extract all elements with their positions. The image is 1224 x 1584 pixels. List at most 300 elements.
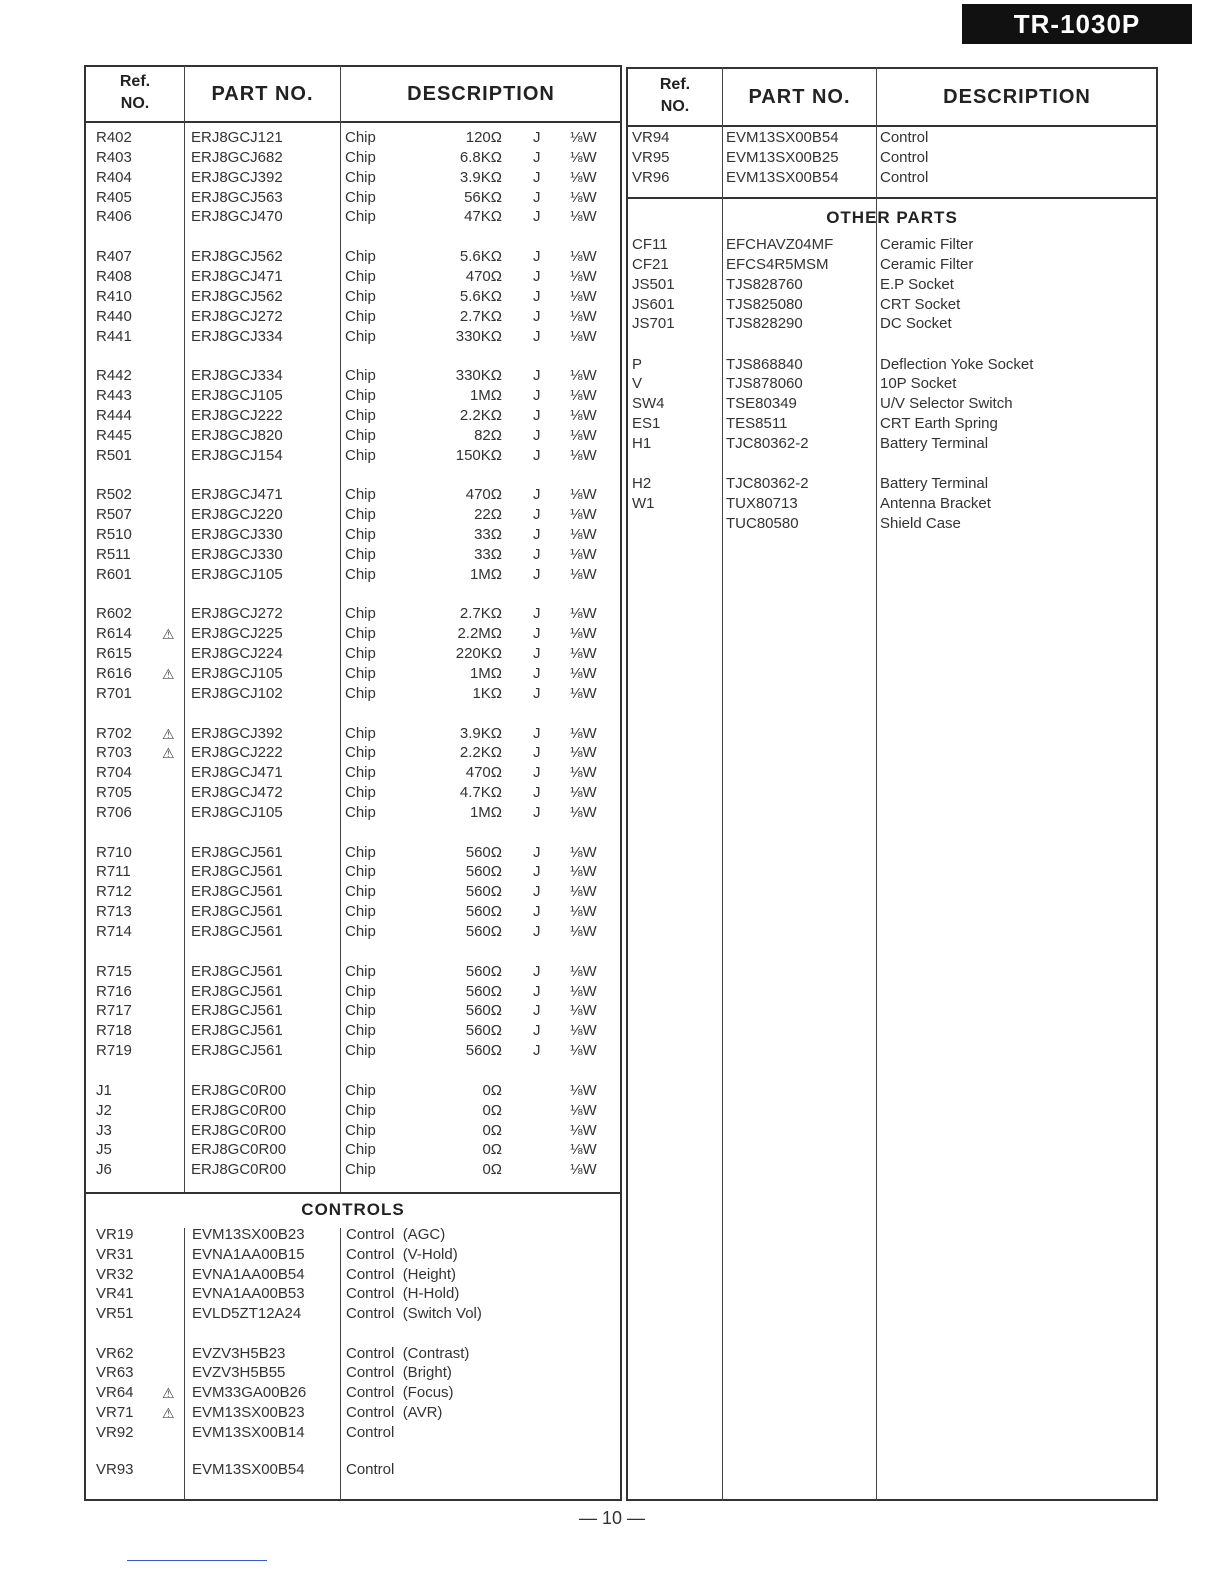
resistance-value: 2.7KΩ — [459, 307, 502, 325]
part-number: ERJ8GC0R00 — [191, 1161, 287, 1179]
other-part-row — [632, 414, 1152, 434]
part-number: EFCS4R5MSM — [726, 255, 829, 273]
tolerance: J — [533, 605, 541, 623]
ref-number: R444 — [96, 406, 132, 424]
tolerance: J — [533, 903, 541, 921]
ref-number: R602 — [96, 605, 132, 623]
ref-number: VR31 — [96, 1245, 134, 1263]
tolerance: J — [533, 168, 541, 186]
table-row — [96, 505, 616, 525]
wattage: ⅛W — [570, 962, 597, 980]
table-row — [96, 327, 616, 347]
wattage: ⅛W — [570, 188, 597, 206]
other-part-row — [632, 255, 1152, 275]
table-row — [96, 565, 616, 585]
tolerance: J — [533, 307, 541, 325]
resistance-value: 330KΩ — [455, 327, 502, 345]
ref-number: R406 — [96, 208, 132, 226]
resistance-value: 56KΩ — [464, 188, 502, 206]
description: Control (AGC) — [346, 1226, 446, 1243]
wattage: ⅛W — [570, 803, 597, 821]
part-type: Chip — [345, 903, 376, 921]
ref-number: R614 — [96, 625, 132, 643]
ref-number: R440 — [96, 307, 132, 325]
part-number: TJS825080 — [726, 295, 803, 313]
other-part-row — [632, 295, 1152, 315]
resistance-value: 2.2KΩ — [459, 744, 502, 762]
ref-number: R705 — [96, 784, 132, 802]
part-number: ERJ8GCJ561 — [191, 1002, 283, 1020]
part-number: EVM33GA00B26 — [192, 1384, 307, 1402]
other-part-row — [632, 474, 1152, 494]
table-row — [96, 188, 616, 208]
ref-number: R719 — [96, 1042, 132, 1060]
ref-number: R403 — [96, 148, 132, 166]
ref-number: R442 — [96, 367, 132, 385]
part-number: EVM13SX00B23 — [192, 1226, 305, 1243]
warning-icon: ⚠ — [162, 626, 175, 643]
description: E.P Socket — [880, 275, 954, 293]
ref-number: VR96 — [632, 168, 670, 186]
resistance-value: 6.8KΩ — [459, 148, 502, 166]
tolerance: J — [533, 208, 541, 226]
ref-number: R405 — [96, 188, 132, 206]
table-row — [96, 644, 616, 664]
resistance-value: 5.6KΩ — [459, 248, 502, 266]
tolerance: J — [533, 684, 541, 702]
ref-number: R718 — [96, 1022, 132, 1040]
table-row — [96, 1041, 616, 1061]
part-number: TJS828760 — [726, 275, 803, 293]
resistance-value: 560Ω — [465, 962, 502, 980]
control-row — [96, 1383, 616, 1403]
part-number: ERJ8GCJ220 — [191, 506, 283, 524]
ref-number: VR92 — [96, 1423, 134, 1441]
tolerance: J — [533, 784, 541, 802]
resistance-value: 2.7KΩ — [459, 605, 502, 623]
resistance-value: 1MΩ — [469, 664, 502, 682]
part-type: Chip — [345, 923, 376, 940]
wattage: ⅛W — [570, 129, 597, 146]
part-number: ERJ8GCJ222 — [191, 744, 283, 762]
part-type: Chip — [345, 784, 376, 802]
control-row — [96, 1245, 616, 1265]
part-number: ERJ8GCJ121 — [191, 129, 283, 146]
right-description-header: DESCRIPTION — [943, 86, 1091, 108]
part-type: Chip — [345, 664, 376, 682]
ref-number: R501 — [96, 446, 132, 464]
part-number: ERJ8GC0R00 — [191, 1081, 287, 1099]
resistance-value: 33Ω — [474, 545, 502, 563]
part-number: ERJ8GCJ224 — [191, 645, 283, 663]
ref-number: R616 — [96, 664, 132, 682]
wattage: ⅛W — [570, 287, 597, 305]
table-row — [96, 803, 616, 823]
tolerance: J — [533, 744, 541, 762]
table-row — [96, 664, 616, 684]
tolerance: J — [533, 129, 541, 146]
table-row — [96, 1160, 616, 1180]
ref-number: J5 — [96, 1141, 112, 1159]
part-number: ERJ8GCJ330 — [191, 545, 283, 563]
ref-number: VR19 — [96, 1226, 134, 1243]
part-type: Chip — [345, 168, 376, 186]
tolerance: J — [533, 1042, 541, 1060]
ref-number: CF21 — [632, 255, 669, 273]
tolerance: J — [533, 645, 541, 663]
part-number: ERJ8GCJ561 — [191, 843, 283, 861]
tolerance: J — [533, 625, 541, 643]
table-row — [96, 406, 616, 426]
resistance-value: 5.6KΩ — [459, 287, 502, 305]
control-row — [96, 1304, 616, 1324]
wattage: ⅛W — [570, 168, 597, 186]
part-number: ERJ8GCJ561 — [191, 923, 283, 940]
wattage: ⅛W — [570, 526, 597, 543]
part-type: Chip — [345, 148, 376, 166]
part-type: Chip — [345, 625, 376, 643]
part-number: EVNA1AA00B54 — [192, 1265, 305, 1283]
table-row — [96, 982, 616, 1002]
part-number: ERJ8GCJ334 — [191, 367, 283, 385]
table-row — [96, 386, 616, 406]
table-row — [96, 287, 616, 307]
part-type: Chip — [345, 506, 376, 524]
table-row — [96, 207, 616, 227]
part-type: Chip — [345, 287, 376, 305]
part-type: Chip — [345, 406, 376, 424]
part-number: ERJ8GCJ561 — [191, 982, 283, 1000]
resistance-value: 1KΩ — [472, 684, 502, 702]
table-row — [96, 962, 616, 982]
part-type: Chip — [345, 248, 376, 266]
description: U/V Selector Switch — [880, 395, 1013, 413]
description: Control (Height) — [346, 1265, 457, 1283]
part-type: Chip — [345, 962, 376, 980]
warning-icon: ⚠ — [162, 1404, 175, 1421]
part-number: ERJ8GCJ272 — [191, 605, 283, 623]
tolerance: J — [533, 486, 541, 504]
resistance-value: 560Ω — [465, 1042, 502, 1060]
ref-number: VR93 — [96, 1461, 134, 1478]
part-number: EFCHAVZ04MF — [726, 236, 834, 253]
part-type: Chip — [345, 129, 376, 146]
table-row — [96, 247, 616, 267]
left-header-divider — [84, 121, 622, 123]
table-row — [96, 724, 616, 744]
control-row — [96, 1225, 616, 1245]
resistance-value: 1MΩ — [469, 387, 502, 405]
ref-number: JS601 — [632, 295, 675, 313]
ref-number: VR63 — [96, 1364, 134, 1382]
other-part-row — [632, 355, 1152, 375]
resistance-value: 2.2MΩ — [457, 625, 502, 643]
part-number: ERJ8GCJ561 — [191, 903, 283, 921]
wattage: ⅛W — [570, 982, 597, 1000]
part-number: EVZV3H5B23 — [192, 1344, 286, 1362]
ref-number: JS501 — [632, 275, 675, 293]
wattage: ⅛W — [570, 1161, 597, 1179]
description: Control — [346, 1423, 395, 1441]
part-number: ERJ8GCJ222 — [191, 406, 283, 424]
part-number: ERJ8GCJ562 — [191, 248, 283, 266]
wattage: ⅛W — [570, 645, 597, 663]
other-parts-divider — [626, 197, 1158, 199]
tolerance: J — [533, 327, 541, 345]
tolerance: J — [533, 1022, 541, 1040]
resistance-value: 220KΩ — [455, 645, 502, 663]
resistance-value: 1MΩ — [469, 565, 502, 583]
ref-header-top: Ref. — [659, 76, 691, 93]
resistance-value: 0Ω — [482, 1141, 502, 1159]
description: Antenna Bracket — [880, 494, 991, 512]
ref-number: VR94 — [632, 129, 670, 146]
ref-number: R710 — [96, 843, 132, 861]
table-row — [96, 485, 616, 505]
tolerance: J — [533, 982, 541, 1000]
wattage: ⅛W — [570, 148, 597, 166]
resistance-value: 560Ω — [465, 903, 502, 921]
description: Ceramic Filter — [880, 255, 974, 273]
resistance-value: 22Ω — [474, 506, 502, 524]
part-type: Chip — [345, 1042, 376, 1060]
warning-icon: ⚠ — [162, 1385, 175, 1402]
ref-number: P — [632, 355, 643, 373]
tolerance: J — [533, 426, 541, 444]
other-part-row — [632, 314, 1152, 334]
description: Control (V-Hold) — [346, 1245, 458, 1263]
ref-number: VR95 — [632, 148, 670, 166]
table-row — [96, 624, 616, 644]
tolerance: J — [533, 664, 541, 682]
control-row — [96, 1363, 616, 1383]
tolerance: J — [533, 803, 541, 821]
description: Control — [880, 168, 929, 186]
other-part-row — [632, 514, 1152, 534]
ref-number: R507 — [96, 506, 132, 524]
part-number: EVM13SX00B54 — [726, 129, 839, 146]
model-label: TR-1030P — [962, 4, 1192, 44]
ref-header-top: Ref. — [119, 73, 151, 90]
resistance-value: 33Ω — [474, 526, 502, 543]
resistance-value: 82Ω — [474, 426, 502, 444]
ref-header-bottom: NO. — [120, 95, 150, 112]
wattage: ⅛W — [570, 664, 597, 682]
ref-number: VR62 — [96, 1344, 134, 1362]
part-number: ERJ8GCJ561 — [191, 1042, 283, 1060]
warning-icon: ⚠ — [162, 665, 175, 682]
table-row — [96, 882, 616, 902]
part-number: EVM13SX00B54 — [726, 168, 839, 186]
part-type: Chip — [345, 843, 376, 861]
ref-number: CF11 — [632, 236, 668, 253]
resistance-value: 470Ω — [465, 267, 502, 285]
tolerance: J — [533, 764, 541, 782]
control-row — [96, 1423, 616, 1443]
right-part-no-header: PART NO. — [748, 86, 851, 108]
control-row — [96, 1284, 616, 1304]
description: Control (Bright) — [346, 1364, 452, 1382]
part-number: ERJ8GCJ334 — [191, 327, 283, 345]
part-type: Chip — [345, 387, 376, 405]
wattage: ⅛W — [570, 367, 597, 385]
resistance-value: 4.7KΩ — [459, 784, 502, 802]
other-part-row — [632, 275, 1152, 295]
tolerance: J — [533, 724, 541, 742]
part-number: ERJ8GC0R00 — [191, 1121, 287, 1139]
resistance-value: 120Ω — [465, 129, 502, 146]
other-parts-title: OTHER PARTS — [826, 208, 958, 227]
ref-number: H1 — [632, 434, 652, 452]
table-row — [96, 307, 616, 327]
wattage: ⅛W — [570, 406, 597, 424]
ref-number: R408 — [96, 267, 132, 285]
wattage: ⅛W — [570, 684, 597, 702]
part-number: TJS878060 — [726, 375, 803, 393]
resistance-value: 0Ω — [482, 1101, 502, 1119]
resistance-value: 560Ω — [465, 883, 502, 901]
table-row — [96, 366, 616, 386]
resistance-value: 470Ω — [465, 486, 502, 504]
part-number: TUX80713 — [726, 494, 798, 512]
wattage: ⅛W — [570, 267, 597, 285]
part-number: ERJ8GCJ272 — [191, 307, 283, 325]
table-row — [96, 843, 616, 863]
part-number: ERJ8GCJ102 — [191, 684, 283, 702]
table-row — [96, 743, 616, 763]
tolerance: J — [533, 923, 541, 940]
tolerance: J — [533, 148, 541, 166]
part-number: TJC80362-2 — [726, 434, 809, 452]
controls-divider — [84, 1192, 622, 1194]
wattage: ⅛W — [570, 1022, 597, 1040]
control-row — [96, 1265, 616, 1285]
other-part-row — [632, 434, 1152, 454]
part-number: TJC80362-2 — [726, 475, 809, 492]
table-row — [96, 902, 616, 922]
table-row — [96, 426, 616, 446]
other-part-row — [632, 494, 1152, 514]
resistance-value: 3.9KΩ — [459, 168, 502, 186]
ref-number: R404 — [96, 168, 132, 186]
part-number: ERJ8GCJ472 — [191, 784, 283, 802]
control-row — [96, 1344, 616, 1364]
resistance-value: 560Ω — [465, 843, 502, 861]
part-number: EVM13SX00B54 — [192, 1461, 305, 1478]
part-number: ERJ8GCJ105 — [191, 387, 283, 405]
part-type: Chip — [345, 486, 376, 504]
tolerance: J — [533, 526, 541, 543]
control-row — [96, 1403, 616, 1423]
ref-number: R601 — [96, 565, 132, 583]
part-type: Chip — [345, 803, 376, 821]
resistance-value: 0Ω — [482, 1121, 502, 1139]
description: Control (Contrast) — [346, 1344, 470, 1362]
part-type: Chip — [345, 267, 376, 285]
tolerance: J — [533, 506, 541, 524]
part-number: ERJ8GCJ105 — [191, 565, 283, 583]
part-type: Chip — [345, 605, 376, 623]
description: Ceramic Filter — [880, 236, 974, 253]
ref-number: R443 — [96, 387, 132, 405]
part-number: ERJ8GCJ105 — [191, 664, 283, 682]
part-number: EVM13SX00B14 — [192, 1423, 305, 1441]
tolerance: J — [533, 863, 541, 881]
wattage: ⅛W — [570, 923, 597, 940]
part-number: ERJ8GCJ392 — [191, 168, 283, 186]
ref-number: J6 — [96, 1161, 112, 1179]
right-header-divider — [626, 125, 1158, 127]
tolerance: J — [533, 1002, 541, 1020]
wattage: ⅛W — [570, 1141, 597, 1159]
left-part-no-header: PART NO. — [211, 83, 314, 105]
table-row — [96, 1021, 616, 1041]
resistance-value: 470Ω — [465, 764, 502, 782]
ref-number: JS701 — [632, 315, 675, 333]
ref-number: R511 — [96, 545, 131, 563]
ref-number: R402 — [96, 129, 132, 146]
page-number: — 10 — — [578, 1508, 646, 1528]
part-number: ERJ8GCJ392 — [191, 724, 283, 742]
part-type: Chip — [345, 1121, 376, 1139]
part-type: Chip — [345, 883, 376, 901]
part-type: Chip — [345, 1002, 376, 1020]
ref-number: VR51 — [96, 1305, 134, 1323]
part-number: ERJ8GCJ154 — [191, 446, 283, 464]
wattage: ⅛W — [570, 784, 597, 802]
part-number: EVM13SX00B25 — [726, 148, 839, 166]
part-number: TJS828290 — [726, 315, 803, 333]
part-type: Chip — [345, 1161, 376, 1179]
left-ref-header — [86, 71, 184, 115]
warning-icon: ⚠ — [162, 745, 175, 762]
resistance-value: 560Ω — [465, 982, 502, 1000]
wattage: ⅛W — [570, 565, 597, 583]
wattage: ⅛W — [570, 764, 597, 782]
part-type: Chip — [345, 1022, 376, 1040]
table-row — [96, 446, 616, 466]
wattage: ⅛W — [570, 843, 597, 861]
wattage: ⅛W — [570, 1101, 597, 1119]
wattage: ⅛W — [570, 545, 597, 563]
part-number: ERJ8GCJ470 — [191, 208, 283, 226]
tolerance: J — [533, 962, 541, 980]
wattage: ⅛W — [570, 426, 597, 444]
wattage: ⅛W — [570, 387, 597, 405]
description: Control — [880, 148, 929, 166]
ref-number: R717 — [96, 1002, 132, 1020]
part-number: TUC80580 — [726, 514, 799, 532]
description: Control (AVR) — [346, 1403, 443, 1421]
description: Shield Case — [880, 514, 961, 532]
part-type: Chip — [345, 526, 376, 543]
description: Control (Switch Vol) — [346, 1305, 482, 1323]
table-row — [96, 267, 616, 287]
table-row — [96, 128, 616, 148]
part-type: Chip — [345, 645, 376, 663]
resistance-value: 560Ω — [465, 1002, 502, 1020]
ref-number: R706 — [96, 803, 132, 821]
ref-number: VR71 — [96, 1403, 134, 1421]
part-type: Chip — [345, 1101, 376, 1119]
part-type: Chip — [345, 446, 376, 464]
control-row — [632, 168, 1152, 188]
tolerance: J — [533, 387, 541, 405]
part-number: EVNA1AA00B15 — [192, 1245, 305, 1263]
ref-header-bottom: NO. — [660, 98, 690, 115]
ref-number: R714 — [96, 923, 132, 940]
wattage: ⅛W — [570, 327, 597, 345]
